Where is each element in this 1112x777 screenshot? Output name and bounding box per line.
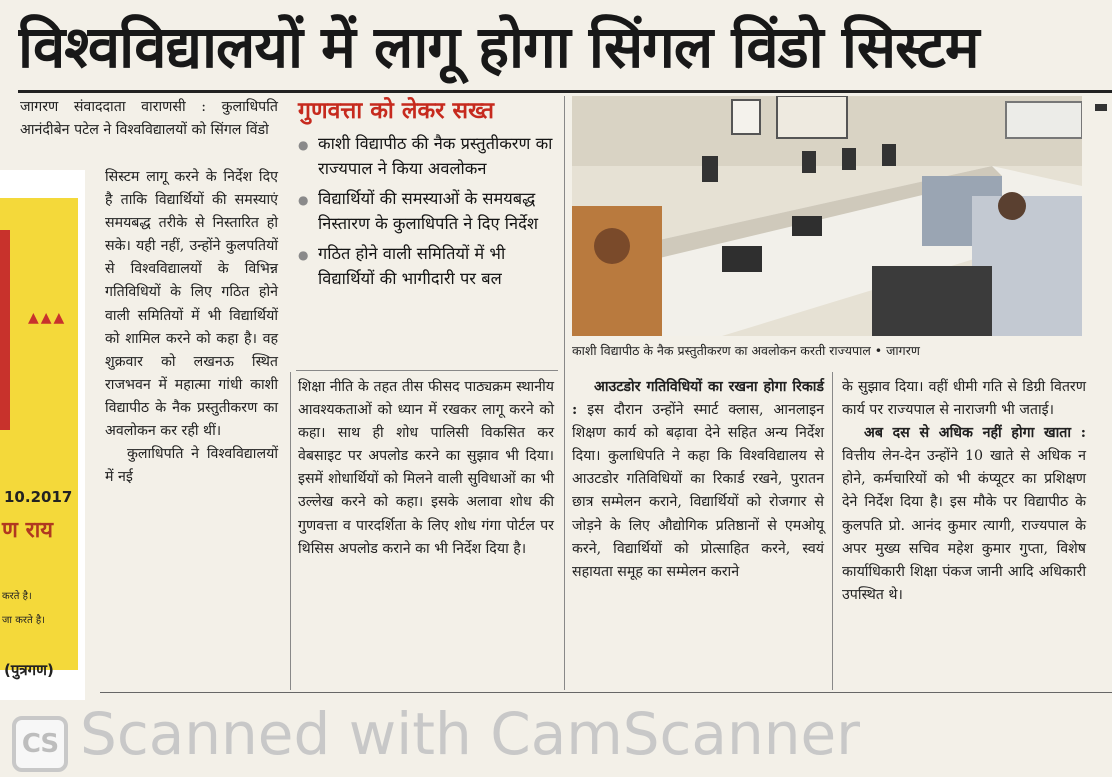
column-divider: [564, 96, 565, 690]
bullet-text: काशी विद्यापीठ की नैक प्रस्तुतीकरण का राज्यपाल ने किया अवलोकन: [318, 134, 553, 178]
bullet-dot-icon: ●: [298, 248, 309, 263]
col1-tail: कुलाधिपति ने विश्वविद्यालयों में नई: [105, 446, 278, 486]
article-column-4: [842, 376, 1086, 607]
col1-intro: जागरण संवाददाता वाराणसी : कुलाधिपति आनंदीबेन पटेल ने विश्वविद्यालयों को सिंगल विंडो: [20, 99, 278, 139]
right-clipped-column: [1093, 96, 1112, 686]
col1-body: सिस्टम लागू करने के निर्देश दिए है ताकि विद्यार्थियों की समस्याएं समयबद्ध तरीके से निस्तारित हो सके। यही नहीं, उन्होंने कुलपतियों से विश्वविद्यालयों के विभिन्न गतिविधियों के लिए गठित होने वाली समितियों में भी विद्यार्थियों को शामिल करने को कहा है। वह शुक्रवार को लखनऊ स्थित राजभवन में महात्मा गांधी काशी विद्यापीठ के नैक प्रस्तुतीकरण का अवलोकन कर रही थीं।: [105, 169, 278, 440]
column-divider: [832, 372, 833, 690]
col4-body: वित्तीय लेन-देन उन्होंने 10 खाते से अधिक न होने, कर्मचारियों को भी कंप्यूटर का प्रशिक्षण देने निर्देश दिया है। इस मौके पर विद्यापीठ के कुलपति प्रो. आनंद कुमार त्यागी, राज्यपाल के अपर मुख्य सचिव महेश कुमार गुप्ता, विशेष कार्याधिकारी शिक्षा पंकज जानी आदि अधिकारी उपस्थित थे।: [842, 448, 1086, 603]
bullet-text: विद्यार्थियों की समस्याओं के समयबद्ध निस्तारण के कुलाधिपति ने दिए निर्देश: [318, 189, 538, 233]
meeting-photo-illustration: [572, 96, 1082, 336]
advert-tag: (पुत्रगण): [4, 661, 54, 679]
highlight-box: [298, 96, 560, 364]
headline: विश्वविद्यालयों में लागू होगा सिंगल विंडो सिस्टम: [18, 13, 979, 81]
camscanner-logo-icon: CS: [12, 716, 68, 772]
article-column-3: [572, 376, 824, 584]
headline-rule: [18, 90, 1112, 93]
highlight-bullet: [298, 187, 560, 236]
col4-paragraph: [842, 422, 1086, 607]
article-column-1: [20, 96, 278, 142]
advert-line-1: करते है।: [2, 591, 32, 602]
col3-lead: आउटडोर गतिविधियों का रखना होगा रिकार्ड :: [572, 379, 824, 419]
sub-headline: गुणवत्ता को लेकर सख्त: [298, 98, 495, 124]
bottom-rule: [100, 692, 1112, 693]
col4-lead: अब दस से अधिक नहीं होगा खाता :: [864, 425, 1086, 442]
highlight-bullet: [298, 132, 560, 181]
advert-red-band: [0, 230, 10, 430]
col3-body: इस दौरान उन्होंने स्मार्ट क्लास, आनलाइन शिक्षण कार्य को बढ़ावा देने सहित अन्य निर्देश दिया। कुलाधिपति ने कहा कि विश्वविद्यालय से आउटडोर गतिविधियों का रिकार्ड रखने, पुरातन छात्र सम्मेलन कराने, विद्यार्थियों को रोजगार से जोड़ने के लिए औद्योगिक प्रतिष्ठानों से एमओयू करने, विद्यार्थियों को प्रोत्साहित करने, स्वयं सहायता समूह का सम्मेलन कराने: [572, 402, 824, 580]
highlight-bullet: [298, 242, 560, 291]
col4-intro: के सुझाव दिया। वहीं धीमी गति से डिग्री वितरण कार्य पर राज्यपाल से नाराजगी भी जताई।: [842, 379, 1086, 419]
highlight-bottom-rule: [296, 370, 558, 371]
advert-line-2: जा करते है।: [2, 615, 45, 626]
article-column-2: [298, 376, 554, 561]
col2-body: शिक्षा नीति के तहत तीस फीसद पाठ्यक्रम स्थानीय आवश्यकताओं को ध्यान में रखकर लागू करने को कहा। साथ ही शोध पालिसी विकसित कर वेबसाइट पर अपलोड करने का सुझाव भी दिया। इसमें शोधार्थियों को मिलने वाली सुविधाओं का भी उल्लेख करने को कहा। इसके अलावा शोध की गुणवत्ता व पारदर्शिता के लिए शोध गंगा पोर्टल पर थिसिस अपलोड कराने का भी निर्देश दिया है।: [298, 379, 554, 557]
bullet-text: गठित होने वाली समितियों में भी विद्यार्थियों की भागीदारी पर बल: [318, 244, 506, 288]
advert-name: ण राय: [2, 518, 54, 543]
column-divider: [290, 372, 291, 690]
col3-paragraph: [572, 376, 824, 584]
photo-caption: काशी विद्यापीठ के नैक प्रस्तुतीकरण का अवलोकन करती राज्यपाल • जागरण: [572, 343, 920, 358]
camscanner-watermark: Scanned with CamScanner: [80, 700, 861, 768]
article-column-1-narrow: [105, 166, 278, 489]
clipped-glyph: [1093, 96, 1112, 119]
bullet-dot-icon: ●: [298, 138, 309, 152]
bullet-dot-icon: ●: [298, 193, 309, 208]
left-advert-strip: [0, 170, 85, 700]
advert-date: 10.2017: [4, 488, 73, 506]
advert-logo-icon: ▲▲▲: [28, 310, 67, 326]
meeting-photo: [572, 96, 1082, 336]
